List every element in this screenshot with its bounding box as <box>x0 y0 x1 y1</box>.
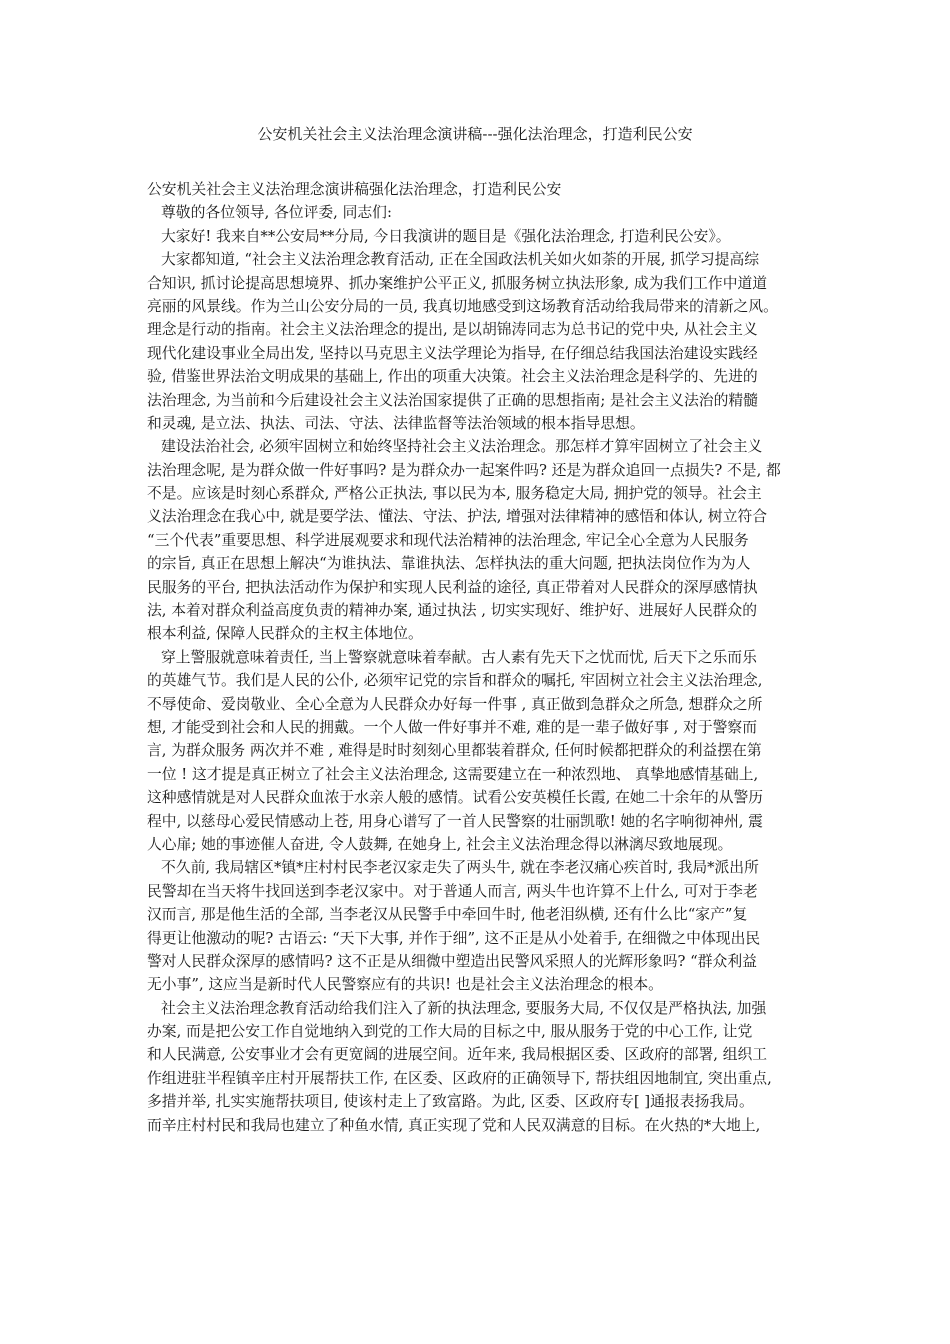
text-line: 和灵魂, 是立法、执法、司法、守法、法律监督等法治领域的根本指导思想。 <box>147 414 645 432</box>
text-line: “三个代表”重要思想、科学进展观要求和现代法治精神的法治理念, 牢记全心全意为人民服务 <box>147 531 749 549</box>
text-line: 这种感情就是对人民群众血浓于水亲人般的感情。试看公安英模任长霞, 在她二十余年的从警历 <box>147 789 764 807</box>
text-line: 程中, 以慈母心爱民情感动上苍, 用身心谱写了一首人民警察的壮丽凯歌! 她的名字响彻神州, 震 <box>147 812 763 830</box>
text-line: 不辱使命、爱岗敬业、全心全意为人民群众办好每一件事 , 真正做到急群众之所急, 想群众之所 <box>147 695 763 713</box>
text-line: 警对人民群众深厚的感情吗? 这不正是从细微中塑造出民警风采照人的光辉形象吗? “群众利益 <box>147 952 757 970</box>
text-line: 想, 才能受到社会和人民的拥戴。一个人做一件好事并不难, 难的是一辈子做好事 , 对于警察而 <box>147 718 758 736</box>
text-line: 一位 ! 这才提是真正树立了社会主义法治理念, 这需要建立在一种浓烈地、 真挚地感情基础上, <box>147 765 759 783</box>
text-line: 多措并举, 扎实实施帮扶项目, 使该村走上了致富路。为此, 区委、区政府专[ ]通报表扬我局。 <box>147 1093 754 1111</box>
text-line: 穿上警服就意味着责任, 当上警察就意味着奉献。古人素有先天下之忧而忧, 后天下之乐而乐 <box>161 648 757 666</box>
text-line: 义法治理念在我心中, 就是要学法、懂法、守法、护法, 增强对法律精神的感悟和体认, 树立符合 <box>147 508 768 526</box>
text-line: 言, 为群众服务 两次并不难 , 难得是时时刻刻心里都装着群众, 任何时候都把群众的利益摆在第 <box>147 742 762 760</box>
text-line: 不是。应该是时刻心系群众, 严格公正执法, 事以民为本, 服务稳定大局, 拥护党的领导。社会主 <box>147 485 762 503</box>
text-line: 根本利益, 保障人民群众的主权主体地位。 <box>147 625 423 643</box>
text-line: 大家都知道, “社会主义法治理念教育活动, 正在全国政法机关如火如荼的开展, 抓学习提高综 <box>161 251 760 269</box>
text-line: 无小事”, 这应当是新时代人民警察应有的共识! 也是社会主义法治理念的根本。 <box>147 976 663 994</box>
text-line: 作组进驻半程镇辛庄村开展帮扶工作, 在区委、区政府的正确领导下, 帮扶组因地制宜, 突出重点, <box>147 1069 772 1087</box>
subtitle-line: 公安机关社会主义法治理念演讲稿强化法治理念，打造利民公安 <box>147 181 562 198</box>
text-line: 和人民满意, 公安事业才会有更宽阔的进展空间。近年来, 我局根据区委、区政府的部署, 组织工 <box>147 1046 768 1064</box>
text-line: 法, 本着对群众利益高度负责的精神办案, 通过执法 , 切实实现好、维护好、进展好人民群众的 <box>147 602 758 620</box>
document-body <box>147 178 815 1137</box>
text-line: 的宗旨, 真正在思想上解决“为谁执法、靠谁执法、怎样执法的重大问题, 把执法岗位作为为人 <box>147 555 751 573</box>
text-line: 民警却在当天将牛找回送到李老汉家中。对于普通人而言, 两头牛也许算不上什么, 可对于李老 <box>147 882 758 900</box>
text-line: 理念是行动的指南。社会主义法治理念的提出, 是以胡锦涛同志为总书记的党中央, 从社会主义 <box>147 321 758 339</box>
text-line: 而辛庄村村民和我局也建立了种鱼水情, 真正实现了党和人民双满意的目标。在火热的*大地上, <box>147 1116 761 1134</box>
text-line: 现代化建设事业全局出发, 坚持以马克思主义法学理论为指导, 在仔细总结我国法治建设实践经 <box>147 344 758 362</box>
text-line: 办案, 而是把公安工作自觉地纳入到党的工作大局的目标之中, 服从服务于党的中心工作, 让党 <box>147 1023 753 1041</box>
text-line: 得更让他激动的呢? 古语云: “天下大事, 并作于细”, 这不正是从小处着手, 在细微之中体现出民 <box>147 929 761 947</box>
text-line: 法治理念呢, 是为群众做一件好事吗? 是为群众办一起案件吗? 还是为群众追回一点损失? 不是, 都 <box>147 461 781 479</box>
text-line: 亮丽的风景线。作为兰山公安分局的一员, 我真切地感受到这场教育活动给我局带来的清新之风。 <box>147 297 778 315</box>
text-line: 合知识, 抓讨论提高思想境界、抓办案维护公平正义, 抓服务树立执法形象, 成为我们工作中道道 <box>147 274 768 292</box>
document-title: 公安机关社会主义法治理念演讲稿---强化法治理念，打造利民公安 <box>257 125 693 143</box>
text-line: 不久前, 我局辖区*镇*庄村村民李老汉家走失了两头牛, 就在李老汉痛心疾首时, 我局*派出所 <box>161 859 759 877</box>
text-line: 人心扉; 她的事迹催人奋进, 令人鼓舞, 在她身上, 社会主义法治理念得以淋漓尽致地展现。 <box>147 835 733 853</box>
text-line: 大家好! 我来自**公安局**分局, 今日我演讲的题目是《强化法治理念, 打造利民公安》。 <box>161 227 731 245</box>
text-line: 的英雄气节。我们是人民的公仆, 必须牢记党的宗旨和群众的嘱托, 牢固树立社会主义法治理念, <box>147 672 763 690</box>
text-line: 法治理念, 为当前和今后建设社会主义法治国家提供了正确的思想指南; 是社会主义法治的精髓 <box>147 391 758 409</box>
text-line: 汉而言, 那是他生活的全部, 当李老汉从民警手中牵回牛时, 他老泪纵横, 还有什么比“家产”复 <box>147 906 748 924</box>
text-line: 民服务的平台, 把执法活动作为保护和实现人民利益的途径, 真正带着对人民群众的深厚感情执 <box>147 578 758 596</box>
text-line: 尊敬的各位领导, 各位评委, 同志们: <box>161 204 392 222</box>
text-line: 验, 借鉴世界法治文明成果的基础上, 作出的项重大决策。社会主义法治理念是科学的、先进的 <box>147 368 758 386</box>
text-line: 建设法治社会, 必须牢固树立和始终坚持社会主义法治理念。那怎样才算牢固树立了社会主义 <box>161 438 763 456</box>
text-line: 社会主义法治理念教育活动给我们注入了新的执法理念, 要服务大局, 不仅仅是严格执法, 加强 <box>161 999 767 1017</box>
